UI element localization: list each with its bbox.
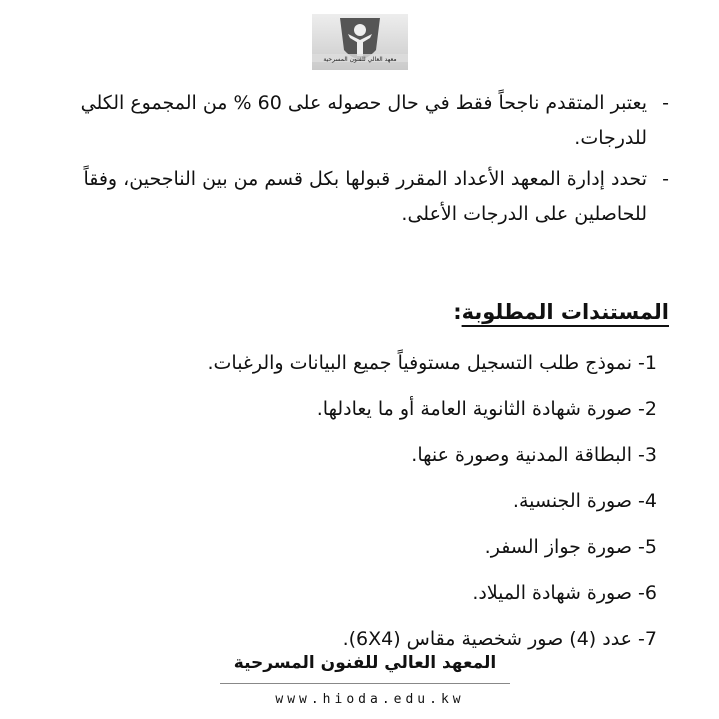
list-item xyxy=(69,162,669,232)
list-item xyxy=(69,86,669,156)
list-item: 7- عدد (4) صور شخصية مقاس (6X4). xyxy=(342,628,657,650)
footer-divider xyxy=(220,683,510,684)
list-item: 2- صورة شهادة الثانوية العامة أو ما يعادلها. xyxy=(316,398,657,420)
section-colon: : xyxy=(453,300,462,324)
section-heading xyxy=(453,292,669,332)
institute-logo xyxy=(310,10,410,76)
required-documents-list xyxy=(97,340,657,662)
list-item: 6- صورة شهادة الميلاد. xyxy=(472,582,657,604)
bullet-marker: - xyxy=(662,92,669,114)
bullet-marker: - xyxy=(662,168,669,190)
footer-institute-name: المعهد العالي للفنون المسرحية xyxy=(233,653,497,673)
list-item: 5- صورة جواز السفر. xyxy=(484,536,657,558)
section-title: المستندات المطلوبة xyxy=(461,300,669,324)
footer-website-link[interactable]: www.hioda.edu.kw xyxy=(275,692,465,707)
condition-text: يعتبر المتقدم ناجحاً فقط في حال حصوله على 60 % من المجموع الكلي للدرجات. xyxy=(80,92,647,149)
list-item: 3- البطاقة المدنية وصورة عنها. xyxy=(411,444,657,466)
list-item: 4- صورة الجنسية. xyxy=(512,490,657,512)
conditions-list xyxy=(69,86,669,238)
list-item: 1- نموذج طلب التسجيل مستوفياً جميع البيانات والرغبات. xyxy=(207,352,657,374)
condition-text: تحدد إدارة المعهد الأعداد المقرر قبولها بكل قسم من بين الناجحين، وفقاً للحاصلين على الدرجات الأعلى. xyxy=(83,168,647,225)
svg-text:معهد العالي للفنون المسرحية: معهد العالي للفنون المسرحية xyxy=(323,56,397,63)
